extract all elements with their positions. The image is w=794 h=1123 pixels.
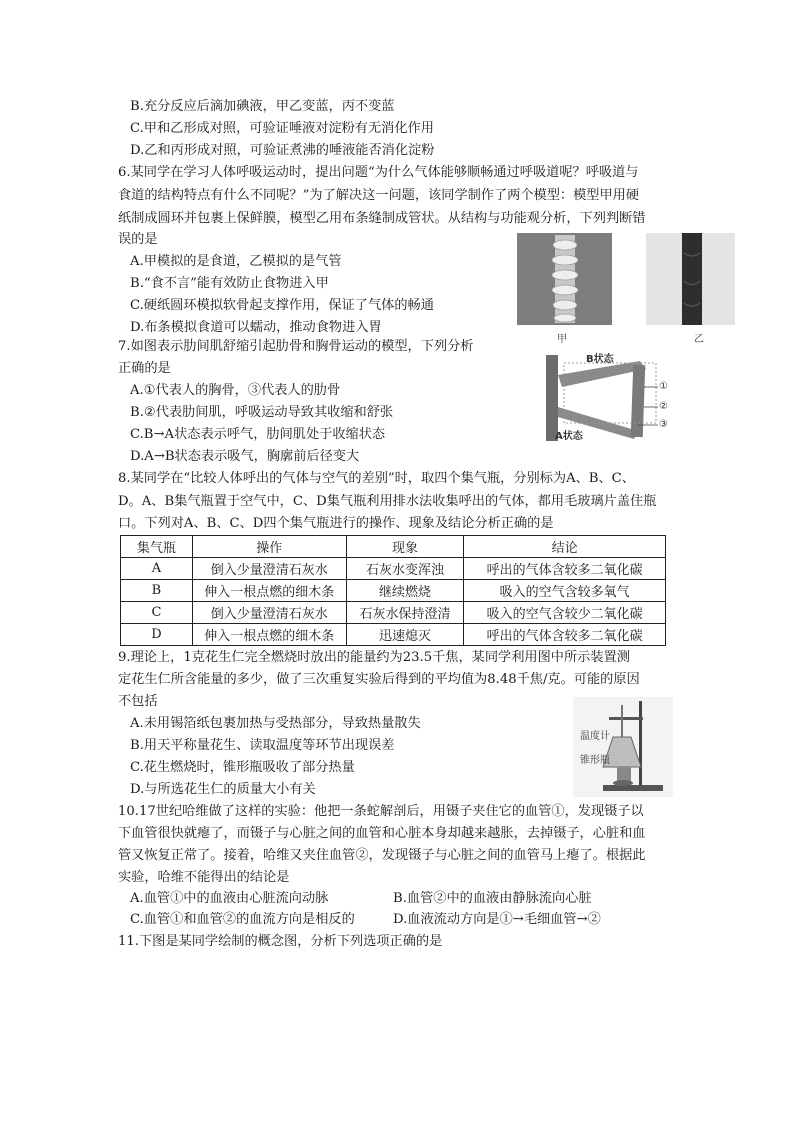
model-jia-caption: 甲 xyxy=(557,334,567,345)
label-3: ③ xyxy=(659,419,668,430)
state-a-label: A状态 xyxy=(555,431,583,442)
q5-option-c: C.甲和乙形成对照，可验证唾液对淀粉有无消化作用 xyxy=(130,121,434,136)
table-cell: 伸入一根点燃的细木条 xyxy=(192,580,346,602)
q5-option-b: B.充分反应后滴加碘液，甲乙变蓝，丙不变蓝 xyxy=(130,99,395,114)
q7-option-a: A.①代表人的胸骨，③代表人的肋骨 xyxy=(130,383,341,398)
table-header: 结论 xyxy=(464,536,666,558)
q9-option-b: B.用天平称量花生、读取温度等环节出现误差 xyxy=(130,738,395,753)
q9-stem-line3: 不包括 xyxy=(118,694,158,709)
q6-option-d: D.布条模拟食道可以蠕动，推动食物进入胃 xyxy=(130,320,382,335)
table-cell: 倒入少量澄清石灰水 xyxy=(192,558,346,580)
q10-option-d: D.血液流动方向是①→毛细血管→② xyxy=(393,912,601,927)
table-cell: 吸入的空气含较多氧气 xyxy=(464,580,666,602)
table-cell: A xyxy=(121,558,193,580)
q7-stem-line2: 正确的是 xyxy=(118,361,171,376)
q7-stem-line1: 7.如图表示肋间肌舒缩引起肋骨和胸骨运动的模型，下列分析 xyxy=(118,339,474,354)
q6-stem-line3: 纸制成圆环并包裹上保鲜膜，模型乙用布条缝制成管状。从结构与功能观分析，下列判断错 xyxy=(118,211,646,226)
table-cell: 伸入一根点燃的细木条 xyxy=(192,624,346,646)
q10-stem-line1: 10.17世纪哈维做了这样的实验：他把一条蛇解剖后，用镊子夹住它的血管①，发现镊子以 xyxy=(118,804,644,819)
q9-stem-line1: 9.理论上，1克花生仁完全燃烧时放出的能量约为23.5千焦，某同学利用图中所示装置测 xyxy=(118,650,630,665)
q8-stem-line1: 8.某同学在“比较人体呼出的气体与空气的差别”时，取四个集气瓶，分别标为A、B、C、 xyxy=(118,471,635,486)
table-header-row xyxy=(121,536,666,558)
table-row xyxy=(121,580,666,602)
q6-stem-line1: 6.某同学在学习人体呼吸运动时，提出问题“为什么气体能够顺畅通过呼吸道呢？呼吸道与 xyxy=(118,165,639,180)
gas-comparison-table xyxy=(120,535,666,646)
model-yi-photo xyxy=(646,233,735,325)
flask-label: 锥形瓶 xyxy=(580,755,610,766)
q10-option-b: B.血管②中的血液由静脉流向心脏 xyxy=(393,891,592,906)
table-cell: 呼出的气体含较多二氧化碳 xyxy=(464,558,666,580)
q10-stem-line3: 管又恢复正常了。接着，哈维又夹住血管②，发现镊子与心脏之间的血管马上瘪了。根据此 xyxy=(118,848,646,863)
q6-option-a: A.甲模拟的是食道，乙模拟的是气管 xyxy=(130,254,342,269)
state-b-label: B状态 xyxy=(586,354,614,365)
table-cell: 吸入的空气含较少二氧化碳 xyxy=(464,602,666,624)
q9-option-c: C.花生燃烧时，锥形瓶吸收了部分热量 xyxy=(130,760,355,775)
q8-stem-line3: 口。下列对A、B、C、D四个集气瓶进行的操作、现象及结论分析正确的是 xyxy=(118,516,554,531)
table-cell: 石灰水变浑浊 xyxy=(346,558,464,580)
table-header: 操作 xyxy=(192,536,346,558)
q8-stem-line2: D。A、B集气瓶置于空气中，C、D集气瓶利用排水法收集呼出的气体，都用毛玻璃片盖住瓶 xyxy=(118,494,657,509)
q6-stem-line4: 误的是 xyxy=(118,232,158,247)
model-jia-photo xyxy=(517,233,612,325)
label-1: ① xyxy=(659,381,668,392)
thermometer-label: 温度计 xyxy=(580,731,610,742)
table-cell: 呼出的气体含较多二氧化碳 xyxy=(464,624,666,646)
q7-option-c: C.B→A状态表示呼气，肋间肌处于收缩状态 xyxy=(130,427,386,442)
table-cell: C xyxy=(121,602,193,624)
q11-stem: 11.下图是某同学绘制的概念图，分析下列选项正确的是 xyxy=(118,934,443,949)
q9-option-d: D.与所选花生仁的质量大小有关 xyxy=(130,782,316,797)
table-cell: 迅速熄灭 xyxy=(346,624,464,646)
table-cell: 石灰水保持澄清 xyxy=(346,602,464,624)
q5-option-d: D.乙和丙形成对照，可验证煮沸的唾液能否消化淀粉 xyxy=(130,143,435,158)
q6-option-c: C.硬纸圆环模拟软骨起支撑作用，保证了气体的畅通 xyxy=(130,298,434,313)
table-header: 现象 xyxy=(346,536,464,558)
table-row xyxy=(121,558,666,580)
q9-stem-line2: 定花生仁所含能量的多少，做了三次重复实验后得到的平均值为8.48千焦/克。可能的原因 xyxy=(118,672,640,687)
table-cell: B xyxy=(121,580,193,602)
q7-option-d: D.A→B状态表示吸气，胸廓前后径变大 xyxy=(130,449,360,464)
q10-option-a: A.血管①中的血液由心脏流向动脉 xyxy=(130,891,329,906)
q10-option-c: C.血管①和血管②的血流方向是相反的 xyxy=(130,912,355,927)
label-2: ② xyxy=(659,401,668,412)
table-cell: 继续燃烧 xyxy=(346,580,464,602)
q6-stem-line2: 食道的结构特点有什么不同呢？”为了解决这一问题，该同学制作了两个模型：模型甲用硬 xyxy=(118,188,640,203)
q10-stem-line2: 下血管很快就瘪了，而镊子与心脏之间的血管和心脏本身却越来越胀，去掉镊子，心脏和血 xyxy=(118,826,646,841)
q7-option-b: B.②代表肋间肌，呼吸运动导致其收缩和舒张 xyxy=(130,405,394,420)
table-row xyxy=(121,624,666,646)
table-header: 集气瓶 xyxy=(121,536,193,558)
q6-option-b: B.“食不言”能有效防止食物进入甲 xyxy=(130,276,329,291)
table-row xyxy=(121,602,666,624)
q10-stem-line4: 实验，哈维不能得出的结论是 xyxy=(118,870,290,885)
calorimeter-apparatus-photo xyxy=(573,697,673,797)
table-cell: 倒入少量澄清石灰水 xyxy=(192,602,346,624)
q9-option-a: A.未用锡箔纸包裹加热与受热部分，导致热量散失 xyxy=(130,716,421,731)
table-cell: D xyxy=(121,624,193,646)
model-yi-caption: 乙 xyxy=(694,334,704,345)
